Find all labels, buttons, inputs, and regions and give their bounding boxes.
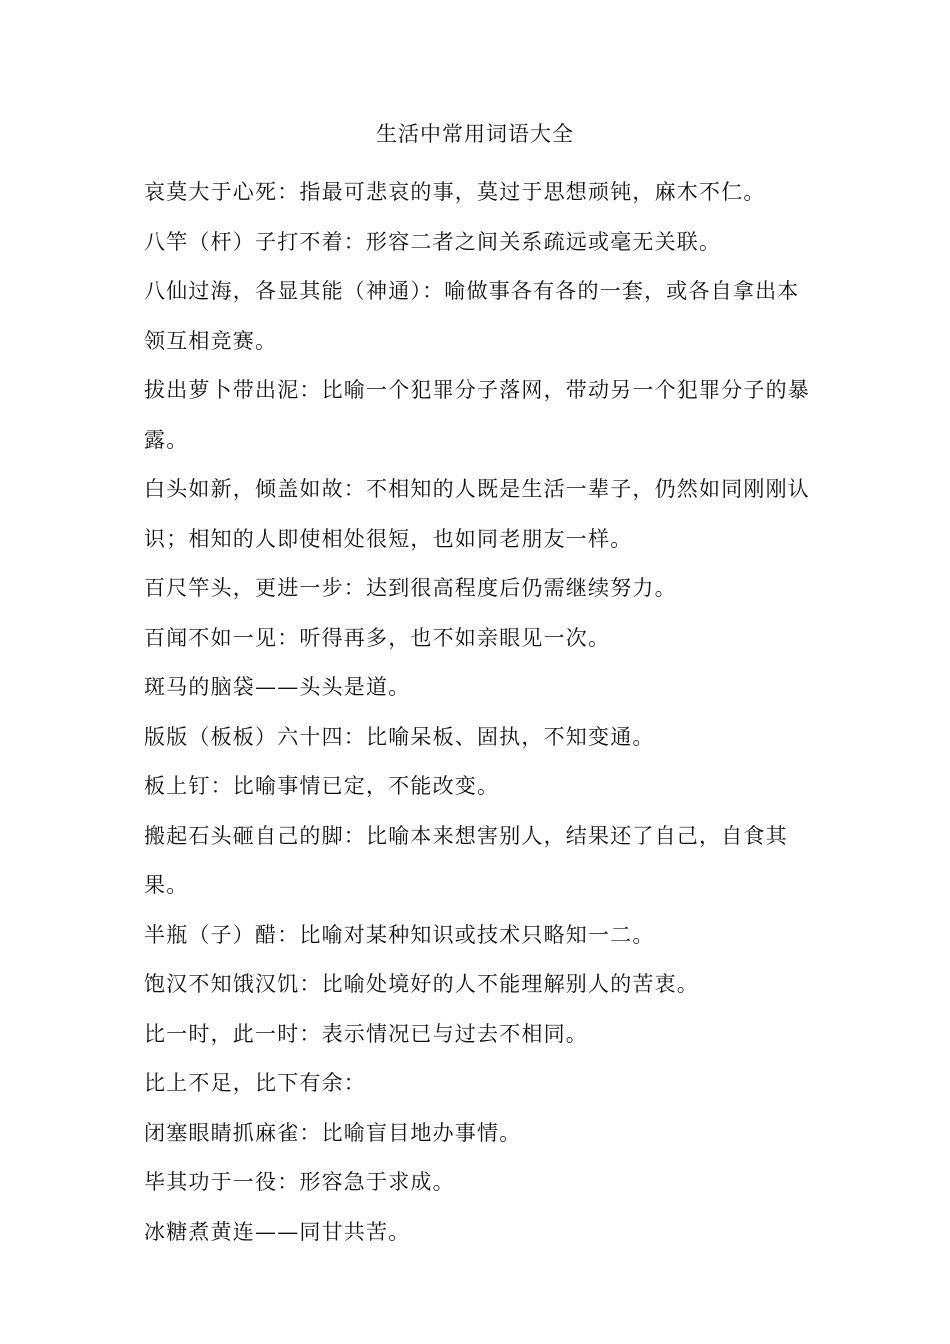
entry-item: 饱汉不知饿汉饥：比喻处境好的人不能理解别人的苦衷。 [144, 972, 699, 996]
entry-item: 哀莫大于心死：指最可悲哀的事，莫过于思想顽钝，麻木不仁。 [144, 180, 766, 204]
entry-item: 拔出萝卜带出泥：比喻一个犯罪分子落网，带动另一个犯罪分子的暴露。 [144, 378, 810, 452]
entry-item: 比一时，此一时：表示情况已与过去不相同。 [144, 1021, 588, 1046]
entry-item: 比上不足，比下有余： [144, 1071, 366, 1095]
entry-item: 百闻不如一见：听得再多，也不如亲眼见一次。 [144, 625, 611, 650]
entry-item: 毕其功于一役：形容急于求成。 [144, 1170, 455, 1194]
entry-item: 八竿（杆）子打不着：形容二者之间关系疏远或毫无关联。 [144, 229, 722, 254]
entry-item: 斑马的脑袋——头头是道。 [144, 675, 411, 699]
entry-item: 搬起石头砸自己的脚：比喻本来想害别人，结果还了自己，自食其果。 [144, 823, 788, 897]
entry-item: 板上钉：比喻事情已定，不能改变。 [144, 774, 500, 798]
entry-item: 百尺竿头，更进一步：达到很高程度后仍需继续努力。 [144, 576, 677, 600]
entry-item: 白头如新，倾盖如故：不相知的人既是生活一辈子，仍然如同刚刚认识；相知的人即使相处很短，也如同老朋友一样。 [144, 477, 810, 551]
entry-item: 闭塞眼睛抓麻雀：比喻盲目地办事情。 [144, 1120, 522, 1145]
entry-item: 冰糖煮黄连——同甘共苦。 [144, 1219, 411, 1244]
entry-list [144, 168, 816, 1257]
entry-item: 半瓶（子）醋：比喻对某种知识或技术只略知一二。 [144, 922, 655, 947]
entry-item: 八仙过海，各显其能（神通）：喻做事各有各的一套，或各自拿出本领互相竞赛。 [144, 279, 800, 353]
document-title: 生活中常用词语大全 [376, 122, 574, 146]
entry-item: 版版（板板）六十四：比喻呆板、固执，不知变通。 [144, 724, 655, 749]
